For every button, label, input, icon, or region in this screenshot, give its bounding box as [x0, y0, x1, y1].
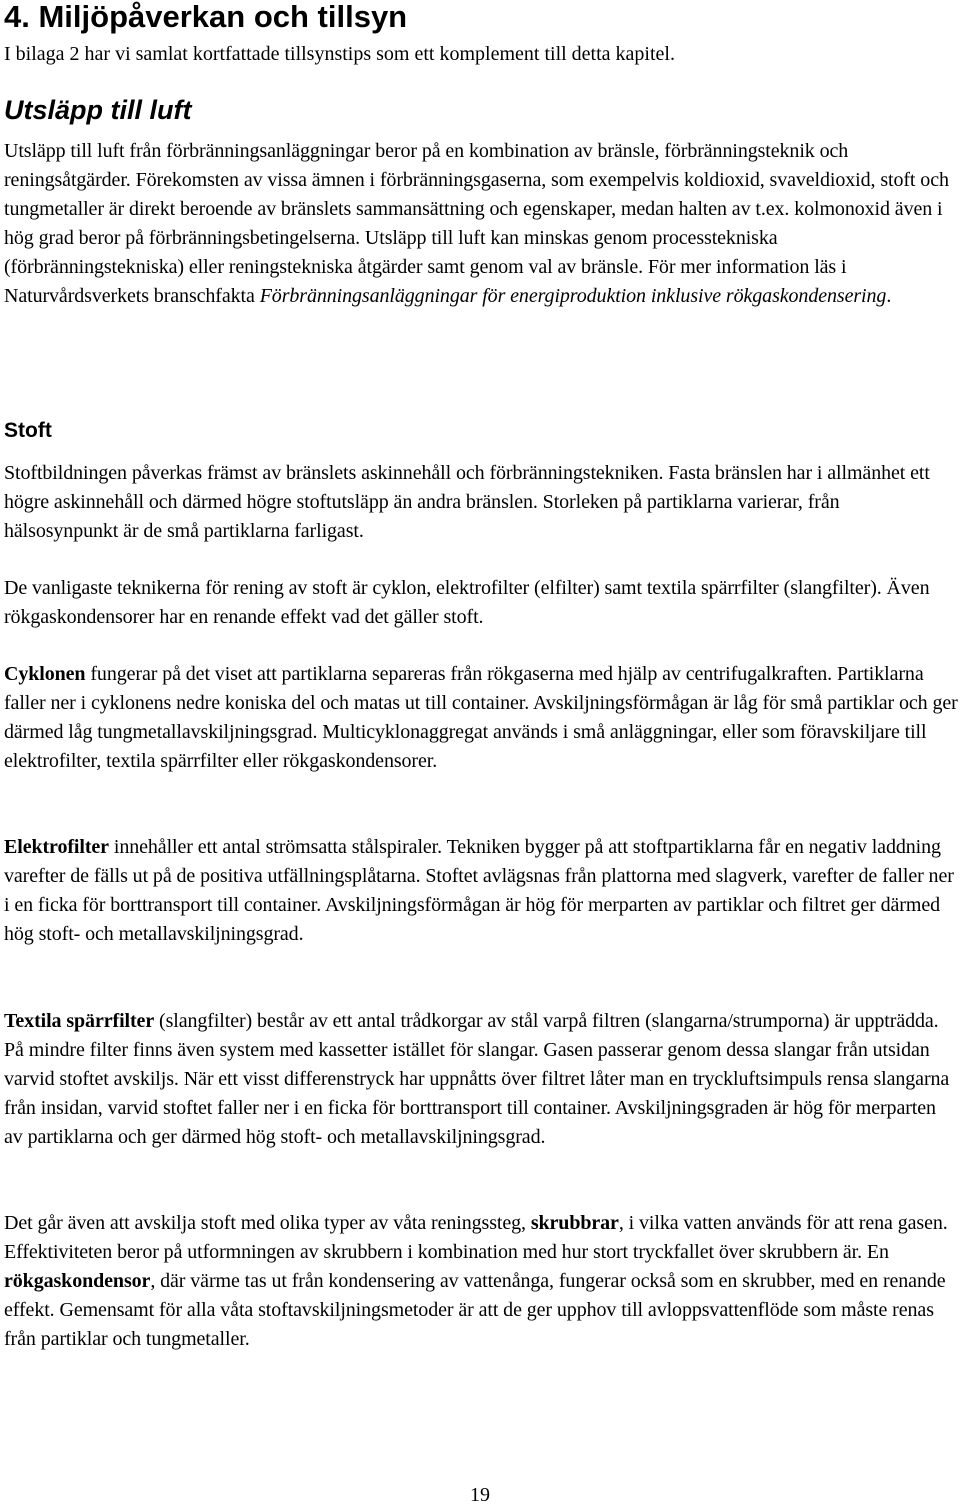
- paragraph-utslapp: [4, 137, 958, 311]
- reference-title: Förbränningsanläggningar för energiproduktion inklusive rökgaskondensering: [259, 285, 887, 307]
- cyklon-text: fungerar på det viset att partiklarna separeras från rökgaserna med hjälp av centrifugalkraften. Partiklarna faller ner i cyklonens nedre koniska del och matas ut till container. Avskiljningsförmågan är låg för små partiklar och ger därmed låg tungmetallavskiljningsgrad. Multicyklonaggregat används i små anläggningar, eller som föravskiljare till elektrofilter, textila spärrfilter eller rökgaskondensorer.: [4, 663, 958, 772]
- skrubbrar-text-3: , där värme tas ut från kondensering av vattenånga, fungerar också som en skrubber, med en renande effekt. Gemensamt för alla våta stoftavskiljningsmetoder är att de ger upphov till avloppsvattenflöde som måste renas från partiklar och tungmetaller.: [4, 1270, 946, 1350]
- page-number: 19: [470, 1484, 490, 1506]
- term-cyklon: Cyklonen: [4, 663, 86, 685]
- skrubbrar-text-2: , i vilka vatten används för att rena gasen. Effektiviteten beror på utformningen av skrubbern i kombination med hur stort tryckfallet över skrubbern är. En: [4, 1212, 948, 1263]
- paragraph-elektrofilter: [4, 833, 958, 949]
- paragraph-tekniker: De vanligaste teknikerna för rening av stoft är cyklon, elektrofilter (elfilter) samt textila spärrfilter (slangfilter). Även rökgaskondensorer har en renande effekt vad det gäller stoft.: [4, 577, 930, 628]
- term-skrubbrar: skrubbrar: [530, 1212, 619, 1234]
- term-rokgaskondensor: rökgaskondensor: [4, 1270, 151, 1292]
- utslapp-text: Utsläpp till luft från förbränningsanläggningar beror på en kombination av bränsle, förbränningsteknik och reningsåtgärder. Förekomsten av vissa ämnen i förbränningsgaserna, som exempelvis koldioxid, svaveldioxid, stoft och tungmetaller är direkt beroende av bränslets sammansättning och egenskaper, medan halten av t.ex. kolmonoxid även i hög grad beror på förbränningsbetingelserna. Utsläpp till luft kan minskas genom processtekniska (förbränningstekniska) eller reningstekniska åtgärder samt genom val av bränsle. För mer information läs i Naturvårdsverkets branschfakta: [4, 140, 949, 307]
- paragraph-stoftbildning: Stoftbildningen påverkas främst av bränslets askinnehåll och förbränningstekniken. Fasta bränslen har i allmänhet ett högre askinnehåll och därmed högre stoftutsläpp än andra bränslen. Storleken på partiklarna varierar, från hälsosynpunkt är de små partiklarna farligast.: [4, 462, 930, 542]
- elektrofilter-text: innehåller ett antal strömsatta stålspiraler. Tekniken bygger på att stoftpartiklarna får en negativ laddning varefter de fälls ut på de positiva utfällningsplåtarna. Stoftet avlägsnas från plattorna med slagverk, varefter de faller ner i en ficka för borttransport till container. Avskiljningsförmågan är hög för merparten av partiklar och filtret ger därmed hög stoft- och metallavskiljningsgrad.: [4, 836, 954, 945]
- section-heading-stoft: Stoft: [4, 419, 52, 442]
- skrubbrar-text-1: Det går även att avskilja stoft med olika typer av våta reningssteg,: [4, 1212, 531, 1234]
- intro-paragraph: I bilaga 2 har vi samlat kortfattade tillsynstips som ett komplement till detta kapitel.: [4, 43, 675, 65]
- section-heading-utslapp: Utsläpp till luft: [4, 95, 192, 125]
- term-textila-sparrfilter: Textila spärrfilter: [4, 1010, 155, 1032]
- paragraph-cyklon: [4, 660, 958, 776]
- paragraph-textila-sparrfilter: [4, 1007, 958, 1152]
- term-elektrofilter: Elektrofilter: [4, 836, 109, 858]
- utslapp-text-end: .: [886, 285, 892, 307]
- chapter-heading: 4. Miljöpåverkan och tillsyn: [4, 0, 408, 34]
- textila-sparrfilter-text: (slangfilter) består av ett antal trådkorgar av stål varpå filtren (slangarna/strumporna) är uppträdda. På mindre filter finns även system med kassetter istället för slangar. Gasen passerar genom dessa slangar från utsidan varvid stoftet avskiljs. När ett visst differenstryck har uppnåtts över filtret låter man en tryckluftsimpuls rensa slangarna från insidan, varvid stoftet faller ner i en ficka för borttransport till container. Avskiljningsgraden är hög för merparten av partiklarna och ger därmed hög stoft- och metallavskiljningsgrad.: [4, 1010, 950, 1148]
- paragraph-skrubbrar: [4, 1209, 958, 1354]
